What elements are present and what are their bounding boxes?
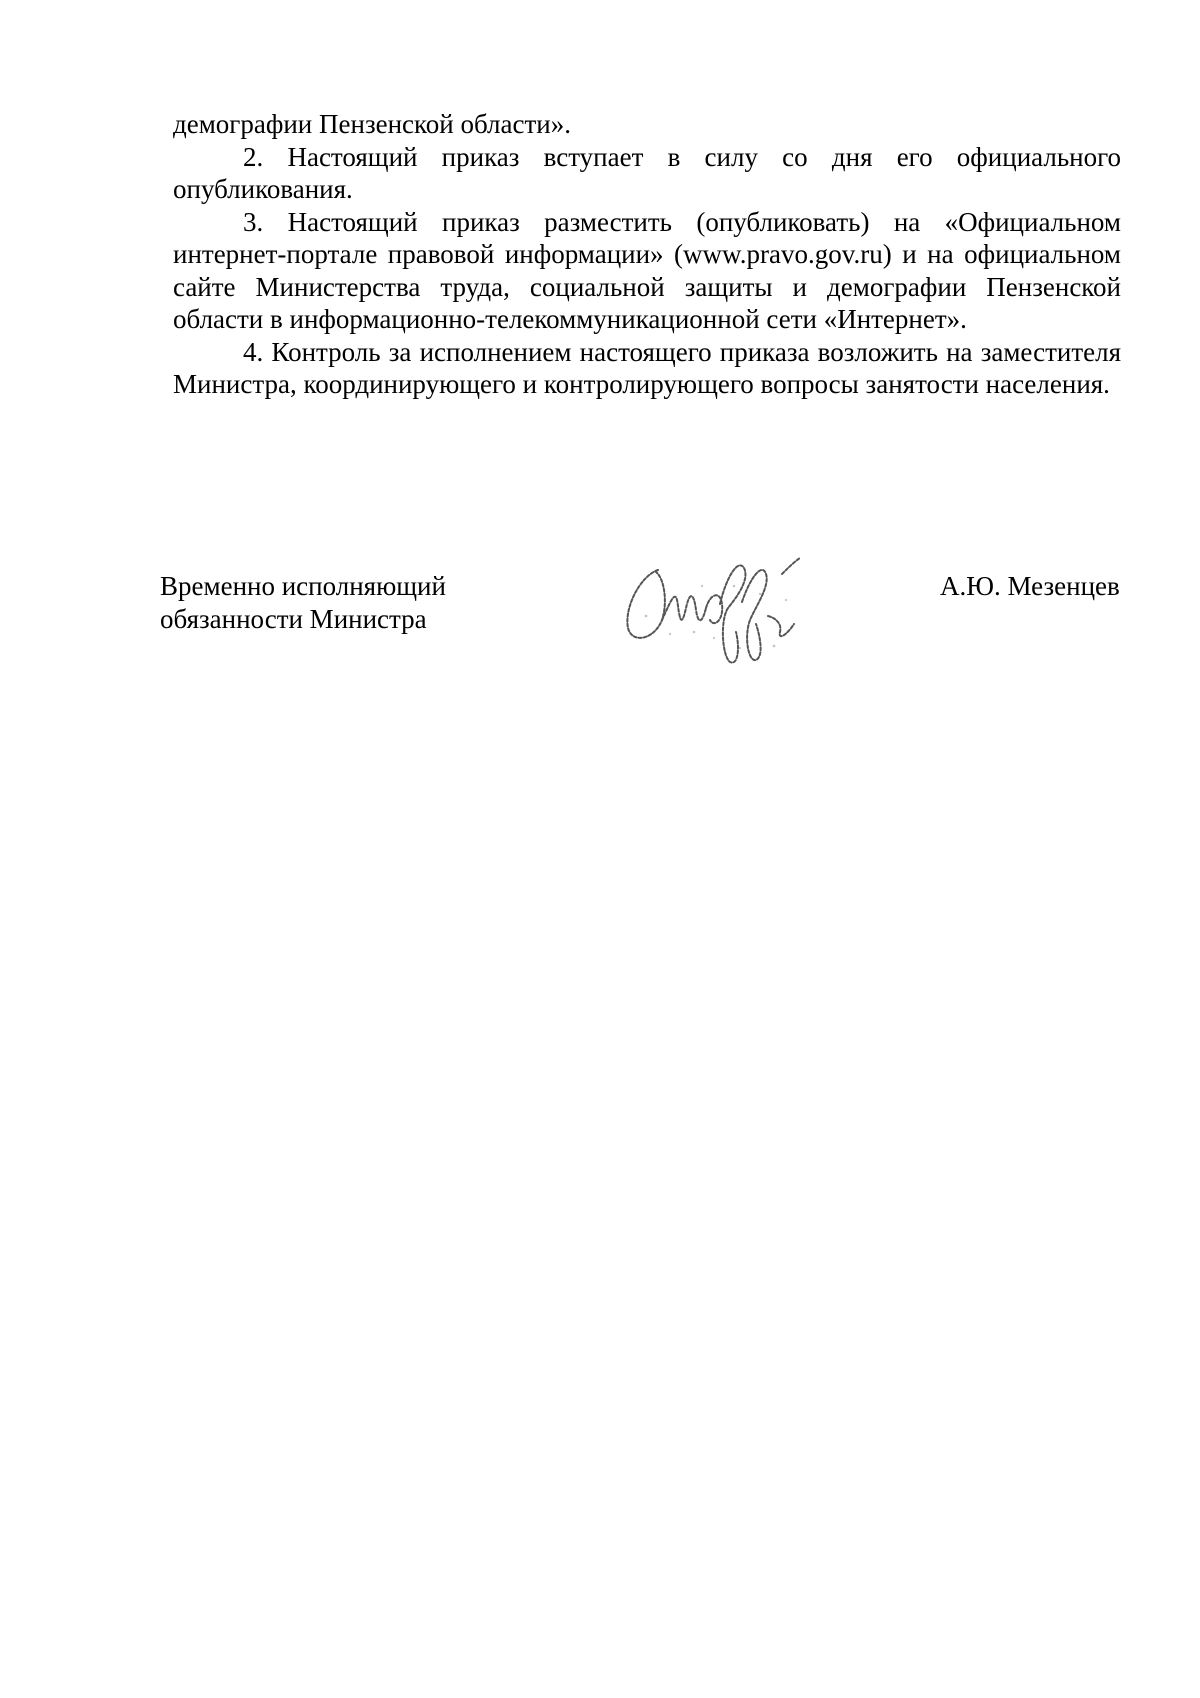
paragraph-4: 4. Контроль за исполнением настоящего приказа возложить на заместителя Министра, координирующего и контролирующего вопросы занятости населения.: [173, 336, 1121, 399]
paragraph-continuation: демографии Пензенской области».: [173, 109, 571, 139]
document-body: [173, 108, 1121, 401]
signatory-position-line1: Временно исполняющий: [160, 571, 446, 601]
signatory-position-line2: обязанности Министра: [160, 604, 427, 634]
signatory-position: [160, 570, 446, 636]
signatory-name: А.Ю. Мезенцев: [940, 571, 1120, 601]
handwritten-signature: [610, 528, 810, 668]
paragraph-3: 3. Настоящий приказ разместить (опубликовать) на «Официальном интернет-портале правовой информации» (www.pravo.gov.ru) и на официальном сайте Министерства труда, социальной защиты и демографии Пензенской области в информационно-телекоммуникационной сети «Интернет».: [173, 206, 1121, 334]
paragraph-2: 2. Настоящий приказ вступает в силу со дня его официального опубликования.: [173, 141, 1121, 204]
